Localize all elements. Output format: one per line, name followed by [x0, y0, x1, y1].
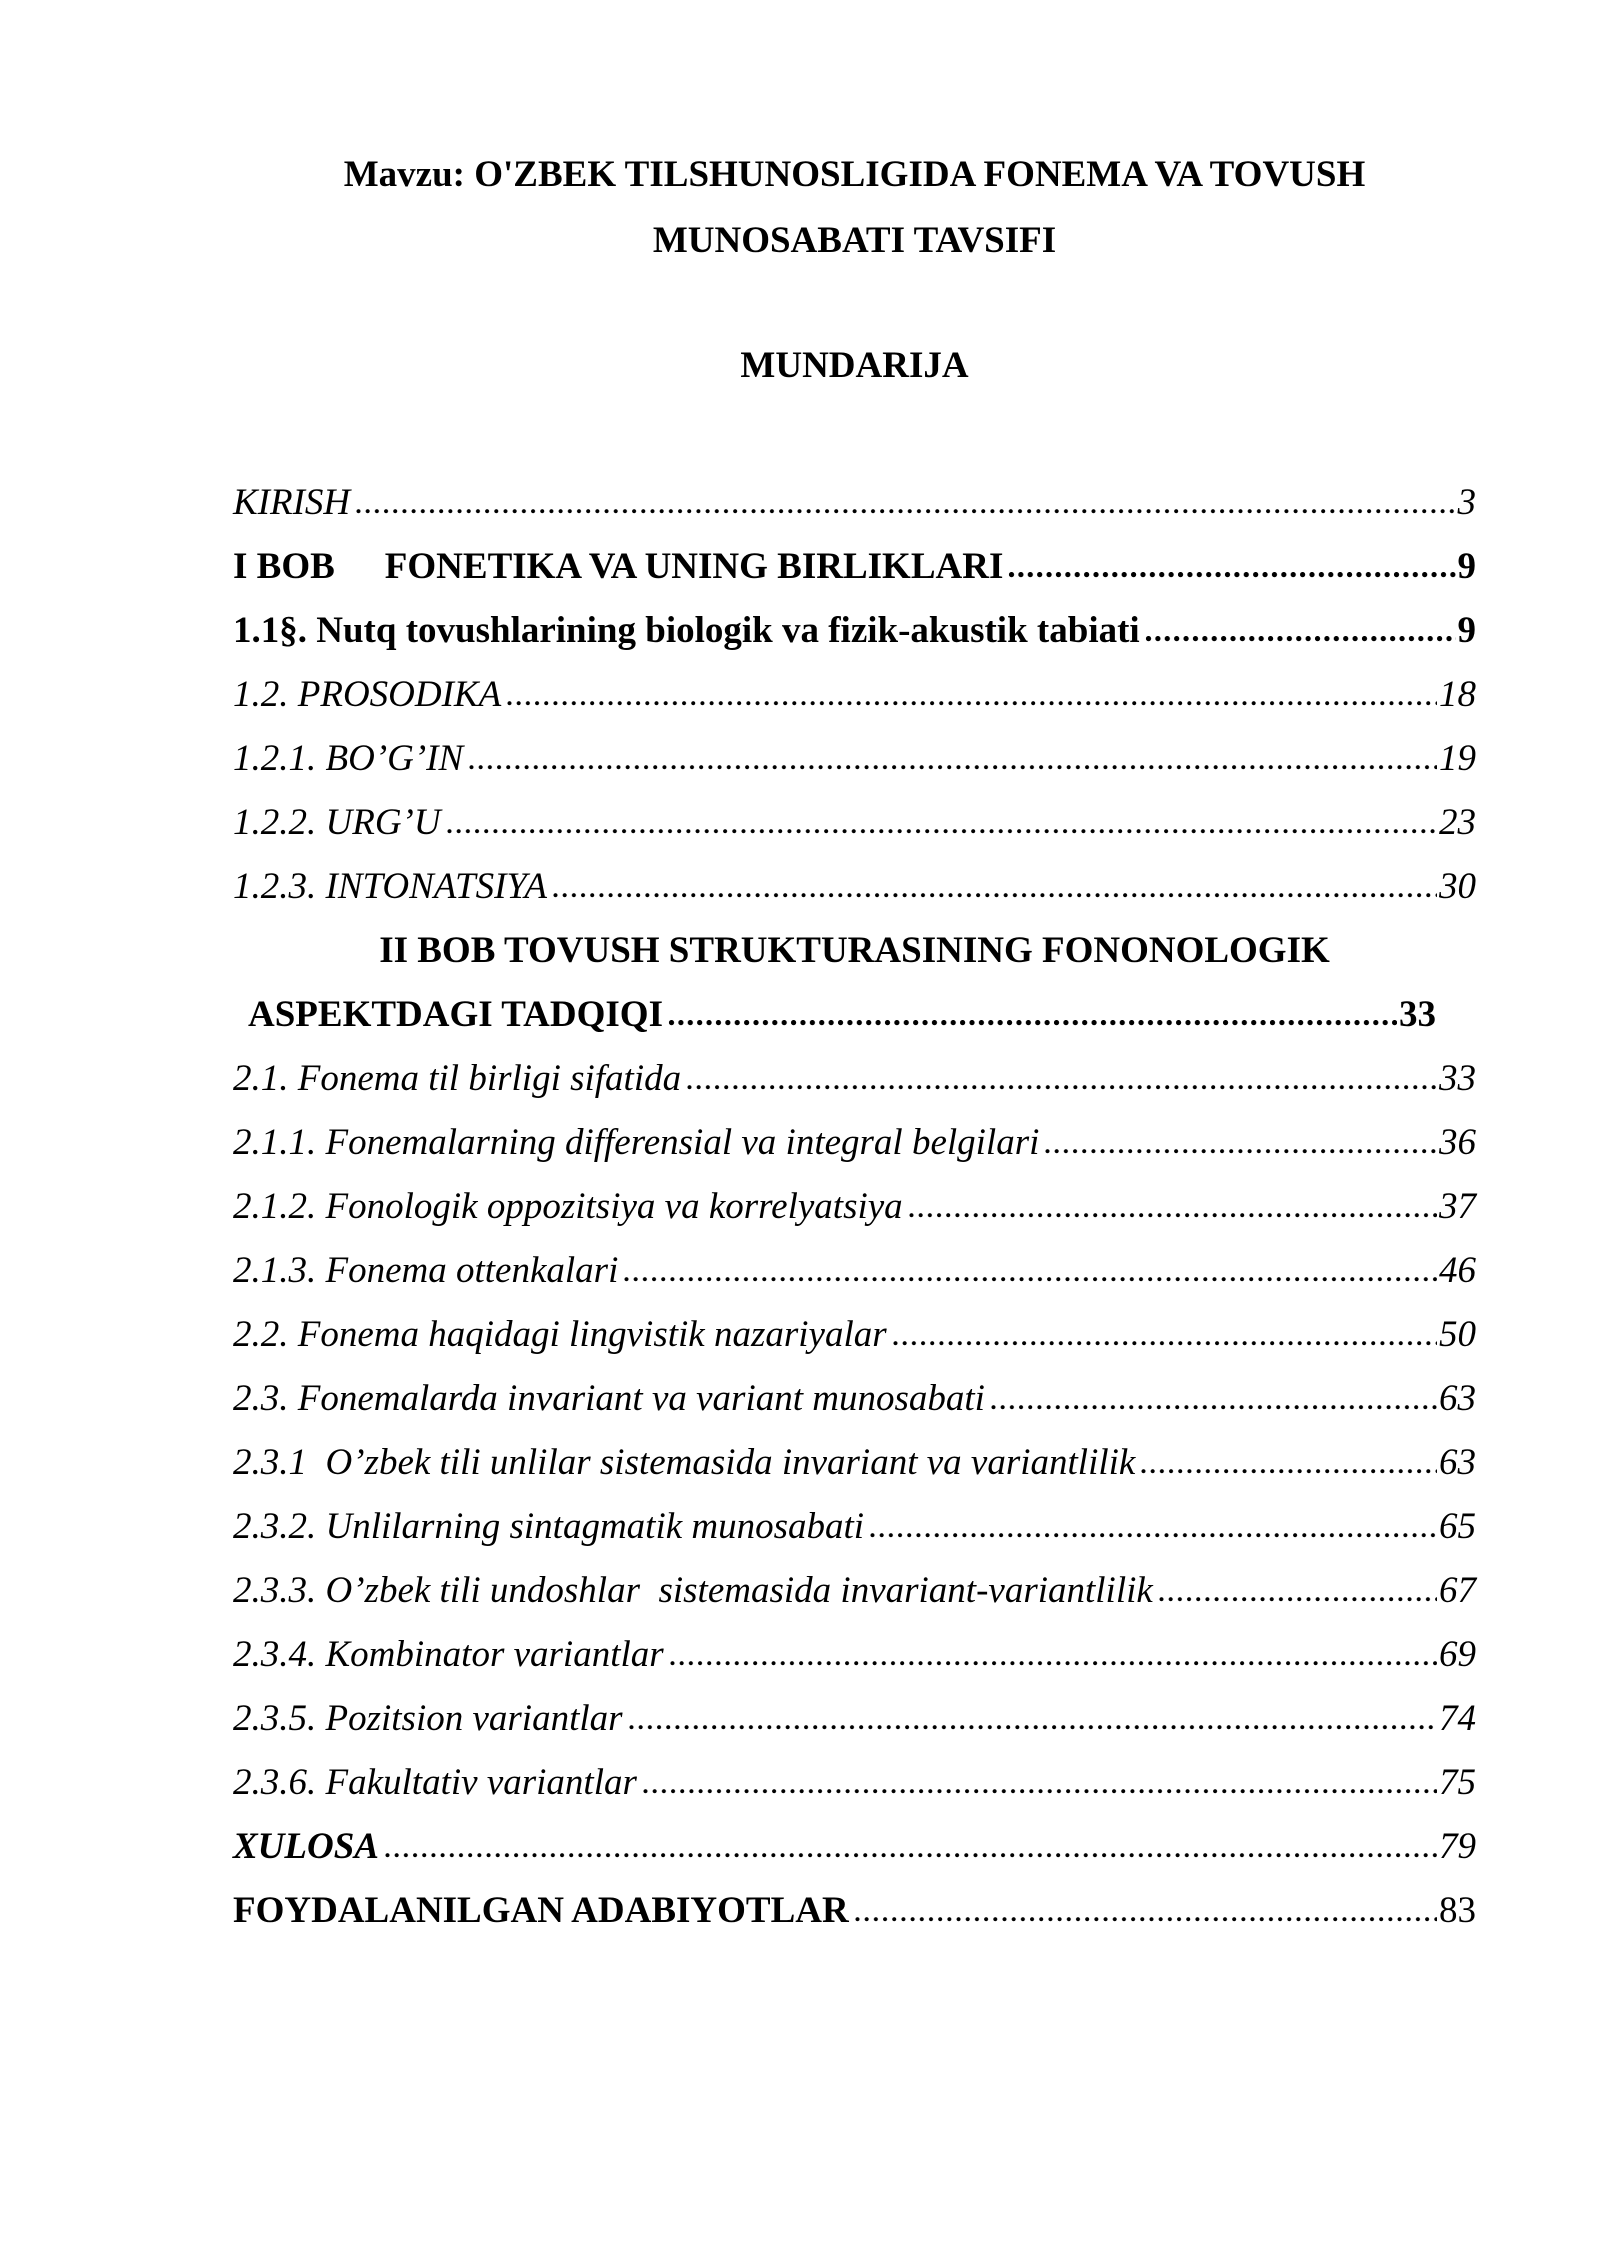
- table-of-contents: [233, 468, 1476, 1940]
- dot-leader: [891, 1338, 1437, 1346]
- toc-entry-label: XULOSA: [233, 1826, 379, 1867]
- toc-entry-kirish: [233, 468, 1476, 532]
- toc-entry-label: 1.1§. Nutq tovushlarining biologik va fizik-akustik tabiati: [233, 610, 1140, 651]
- dot-leader: [667, 1018, 1397, 1026]
- toc-entry-chapter-2-line-1: [233, 916, 1476, 980]
- dot-leader: [685, 1082, 1437, 1090]
- toc-entry-label: KIRISH: [233, 482, 351, 523]
- document-title: [233, 142, 1476, 274]
- toc-entry-label: 2.3.5. Pozitsion variantlar: [233, 1698, 623, 1739]
- dot-leader: [383, 1850, 1437, 1858]
- dot-leader: [853, 1914, 1437, 1922]
- toc-entry-label: 1.2.3. INTONATSIYA: [233, 866, 548, 907]
- toc-entry-2-3: [233, 1364, 1476, 1428]
- toc-entry-1-2-2: [233, 788, 1476, 852]
- dot-leader: [551, 890, 1437, 898]
- toc-entry-label: 2.1.3. Fonema ottenkalari: [233, 1250, 619, 1291]
- toc-entry-page: 33: [1439, 1058, 1476, 1099]
- toc-entry-2-1-1: [233, 1108, 1476, 1172]
- toc-entry-label: ASPEKTDAGI TADQIQI: [248, 994, 663, 1035]
- toc-entry-page: 63: [1439, 1442, 1476, 1483]
- toc-entry-label: 2.1. Fonema til birligi sifatida: [233, 1058, 682, 1099]
- toc-entry-label: 2.3.1 O’zbek tili unlilar sistemasida invariant va variantlilik: [233, 1442, 1136, 1483]
- toc-entry-2-1-3: [233, 1236, 1476, 1300]
- toc-entry-label: 2.3.6. Fakultativ variantlar: [233, 1762, 637, 1803]
- toc-entry-page: 83: [1439, 1890, 1476, 1931]
- dot-leader: [467, 762, 1437, 770]
- toc-entry-page: 30: [1439, 866, 1476, 907]
- toc-entry-1-2-3: [233, 852, 1476, 916]
- toc-entry-2-3-4: [233, 1620, 1476, 1684]
- toc-entry-xulosa: [233, 1812, 1476, 1876]
- toc-entry-1-1: [233, 596, 1476, 660]
- dot-leader: [1139, 1466, 1437, 1474]
- toc-entry-2-3-3: [233, 1556, 1476, 1620]
- toc-entry-label: 1.2.2. URG’U: [233, 802, 441, 843]
- dot-leader: [668, 1658, 1437, 1666]
- toc-entry-label: FOYDALANILGAN ADABIYOTLAR: [233, 1890, 849, 1931]
- toc-entry-page: 50: [1439, 1314, 1476, 1355]
- toc-entry-chapter-2-line-2: [233, 980, 1476, 1044]
- dot-leader: [445, 826, 1437, 834]
- toc-entry-page: 3: [1457, 482, 1476, 523]
- dot-leader: [505, 698, 1437, 706]
- dot-leader: [627, 1722, 1437, 1730]
- toc-entry-page: 46: [1439, 1250, 1476, 1291]
- toc-entry-1-2: [233, 660, 1476, 724]
- toc-entry-label: 2.3. Fonemalarda invariant va variant munosabati: [233, 1378, 985, 1419]
- dot-leader: [907, 1210, 1437, 1218]
- toc-entry-page: 67: [1439, 1570, 1476, 1611]
- toc-entry-2-3-6: [233, 1748, 1476, 1812]
- toc-entry-page: 9: [1457, 610, 1476, 651]
- toc-entry-2-3-5: [233, 1684, 1476, 1748]
- dot-leader: [354, 506, 1455, 514]
- document-content: [233, 0, 1476, 2262]
- toc-entry-page: 65: [1439, 1506, 1476, 1547]
- dot-leader: [1043, 1146, 1437, 1154]
- toc-entry-label: 1.2.1. BO’G’IN: [233, 738, 464, 779]
- dot-leader: [989, 1402, 1437, 1410]
- toc-entry-2-1: [233, 1044, 1476, 1108]
- toc-entry-2-2: [233, 1300, 1476, 1364]
- toc-entry-label: 2.3.4. Kombinator variantlar: [233, 1634, 664, 1675]
- dot-leader: [1007, 570, 1455, 578]
- toc-entry-page: 18: [1439, 674, 1476, 715]
- title-line-2: MUNOSABATI TAVSIFI: [652, 220, 1057, 261]
- toc-entry-adabiyotlar: [233, 1876, 1476, 1940]
- toc-entry-2-3-2: [233, 1492, 1476, 1556]
- toc-entry-2-3-1: [233, 1428, 1476, 1492]
- dot-leader: [1144, 634, 1456, 642]
- toc-entry-page: 36: [1439, 1122, 1476, 1163]
- toc-entry-page: 9: [1457, 546, 1476, 587]
- dot-leader: [1157, 1594, 1437, 1602]
- toc-entry-chapter-1: [233, 532, 1476, 596]
- title-line-1: Mavzu: O'ZBEK TILSHUNOSLIGIDA FONEMA VA TOVUSH: [343, 154, 1366, 195]
- toc-entry-label: 1.2. PROSODIKA: [233, 674, 502, 715]
- toc-entry-2-1-2: [233, 1172, 1476, 1236]
- toc-entry-label: II BOB TOVUSH STRUKTURASINING FONONOLOGIK: [379, 930, 1330, 971]
- toc-entry-label: 2.1.2. Fonologik oppozitsiya va korrelyatsiya: [233, 1186, 903, 1227]
- dot-leader: [868, 1530, 1437, 1538]
- toc-entry-page: 74: [1439, 1698, 1476, 1739]
- contents-heading: MUNDARIJA: [740, 345, 969, 386]
- toc-entry-label: 2.2. Fonema haqidagi lingvistik nazariyalar: [233, 1314, 887, 1355]
- toc-entry-page: 23: [1439, 802, 1476, 843]
- toc-entry-label: 2.3.3. O’zbek tili undoshlar sistemasida invariant-variantlilik: [233, 1570, 1153, 1611]
- toc-entry-label: 2.3.2. Unlilarning sintagmatik munosabati: [233, 1506, 865, 1547]
- toc-entry-label: 2.1.1. Fonemalarning differensial va integral belgilari: [233, 1122, 1040, 1163]
- dot-leader: [641, 1786, 1437, 1794]
- toc-entry-page: 75: [1439, 1762, 1476, 1803]
- toc-entry-label: I BOB: [233, 546, 335, 587]
- dot-leader: [622, 1274, 1437, 1282]
- toc-entry-1-2-1: [233, 724, 1476, 788]
- toc-entry-page: 37: [1439, 1186, 1476, 1227]
- toc-entry-page: 79: [1439, 1826, 1476, 1867]
- toc-entry-page: 33: [1399, 994, 1436, 1035]
- toc-entry-page: 63: [1439, 1378, 1476, 1419]
- toc-entry-page: 69: [1439, 1634, 1476, 1675]
- toc-entry-label-continued: FONETIKA VA UNING BIRLIKLARI: [384, 546, 1004, 587]
- toc-entry-page: 19: [1439, 738, 1476, 779]
